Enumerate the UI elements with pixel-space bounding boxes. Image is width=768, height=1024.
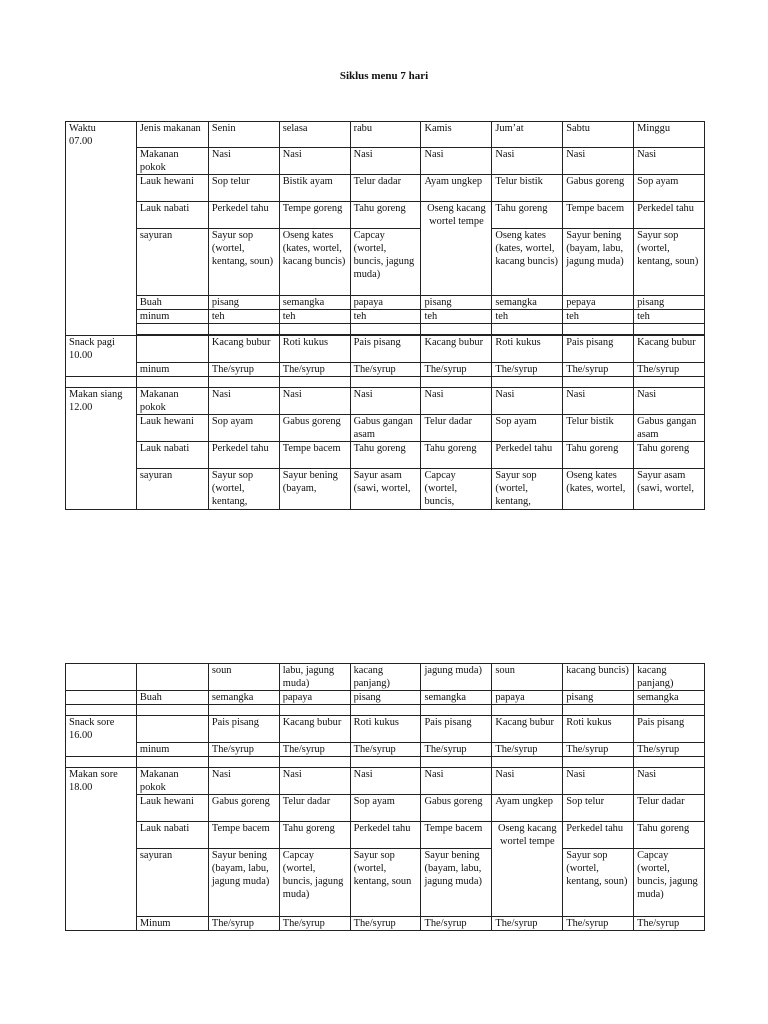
table-cell: Tahu goreng xyxy=(279,822,350,849)
table-cell: Gabus gangan asam xyxy=(350,415,421,442)
day-header: Kamis xyxy=(421,122,492,148)
table-row xyxy=(66,917,705,931)
table-cell: papaya xyxy=(350,296,421,310)
time-cell xyxy=(66,664,137,691)
table-cell: Nasi xyxy=(208,148,279,175)
table-cell: The/syrup xyxy=(634,743,705,757)
table-cell: Capcay (wortel, buncis, jagung muda) xyxy=(634,849,705,917)
table-cell: Perkedel tahu xyxy=(208,202,279,229)
table-cell: The/syrup xyxy=(208,917,279,931)
table-cell: Nasi xyxy=(634,768,705,795)
row-label: Lauk nabati xyxy=(136,822,208,849)
table-cell: Perkedel tahu xyxy=(350,822,421,849)
table-cell: Oseng kates (kates, wortel, kacang buncis) xyxy=(492,229,563,296)
table-row xyxy=(66,442,705,469)
table-cell: papaya xyxy=(279,691,350,705)
row-label: Makanan pokok xyxy=(136,388,208,415)
table-cell: labu, jagung muda) xyxy=(279,664,350,691)
table-cell: Kacang bubur xyxy=(634,336,705,363)
row-label: minum xyxy=(136,363,208,377)
document-title: Siklus menu 7 hari xyxy=(339,70,429,82)
table-row xyxy=(66,296,705,310)
row-label: sayuran xyxy=(136,849,208,917)
table-cell: Bistik ayam xyxy=(279,175,350,202)
empty-row xyxy=(66,757,705,768)
day-header: Jum’at xyxy=(492,122,563,148)
table-cell: semangka xyxy=(279,296,350,310)
table-row xyxy=(66,795,705,822)
table-cell: Gabus goreng xyxy=(279,415,350,442)
table-cell: Sayur bening (bayam, labu, jagung muda) xyxy=(208,849,279,917)
table-cell: Tempe bacem xyxy=(279,442,350,469)
table-cell: teh xyxy=(421,310,492,324)
table-cell: pisang xyxy=(563,691,634,705)
table-cell: Kacang bubur xyxy=(279,716,350,743)
table-cell: Kacang bubur xyxy=(208,336,279,363)
table-cell: pisang xyxy=(350,691,421,705)
table-cell: Gabus goreng xyxy=(421,795,492,822)
table-row xyxy=(66,175,705,202)
table-cell: The/syrup xyxy=(208,363,279,377)
table-cell: Capcay (wortel, buncis, jagung muda) xyxy=(350,229,421,296)
day-header: Senin xyxy=(208,122,279,148)
table-cell: The/syrup xyxy=(563,743,634,757)
table-cell: Sop ayam xyxy=(350,795,421,822)
table-cell: Tahu goreng xyxy=(350,442,421,469)
table-cell: The/syrup xyxy=(563,363,634,377)
row-label: Lauk nabati xyxy=(136,202,208,229)
table-cell: Ayam ungkep xyxy=(492,795,563,822)
table-cell: Capcay (wortel, buncis, jagung muda) xyxy=(279,849,350,917)
table-cell: kacang buncis) xyxy=(563,664,634,691)
row-label: minum xyxy=(136,310,208,324)
table-cell: Tempe bacem xyxy=(563,202,634,229)
table-header-row xyxy=(66,122,705,148)
row-label: Makanan pokok xyxy=(136,148,208,175)
table-cell: Sayur sop (wortel, kentang, soun) xyxy=(563,849,634,917)
table-cell: Perkedel tahu xyxy=(208,442,279,469)
table-cell: Pais pisang xyxy=(350,336,421,363)
row-label xyxy=(136,664,208,691)
table-cell: semangka xyxy=(634,691,705,705)
table-cell: pepaya xyxy=(563,296,634,310)
table-cell: The/syrup xyxy=(350,917,421,931)
table-cell: Tahu goreng xyxy=(492,202,563,229)
table-cell: kacang panjang) xyxy=(634,664,705,691)
time-cell xyxy=(66,691,137,705)
table-cell: Roti kukus xyxy=(350,716,421,743)
table-cell: pisang xyxy=(634,296,705,310)
table-row xyxy=(66,849,705,917)
table-cell: The/syrup xyxy=(634,917,705,931)
table-cell: Tahu goreng xyxy=(634,822,705,849)
table-cell: Nasi xyxy=(492,148,563,175)
table-row xyxy=(66,716,705,743)
table-cell: teh xyxy=(279,310,350,324)
table-cell: Gabus goreng xyxy=(208,795,279,822)
table-cell: Perkedel tahu xyxy=(492,442,563,469)
row-label: sayuran xyxy=(136,229,208,296)
table-cell: Telur dadar xyxy=(350,175,421,202)
table-cell: The/syrup xyxy=(421,917,492,931)
table-cell: Nasi xyxy=(350,148,421,175)
table-cell: Sayur bening (bayam, xyxy=(279,469,350,510)
table-row xyxy=(66,336,705,363)
table-cell: Nasi xyxy=(279,148,350,175)
merged-cell: Oseng kacang wortel tempe xyxy=(421,202,492,296)
table-row xyxy=(66,691,705,705)
table-cell: teh xyxy=(492,310,563,324)
table-cell: Telur dadar xyxy=(279,795,350,822)
table-cell: Tahu goreng xyxy=(634,442,705,469)
table-cell: pisang xyxy=(208,296,279,310)
table-cell: semangka xyxy=(208,691,279,705)
empty-row xyxy=(66,705,705,716)
row-label xyxy=(136,336,208,363)
table-cell: Tahu goreng xyxy=(421,442,492,469)
table-cell: Kacang bubur xyxy=(492,716,563,743)
row-label xyxy=(136,716,208,743)
table-cell: soun xyxy=(208,664,279,691)
day-header: selasa xyxy=(279,122,350,148)
table-row xyxy=(66,202,705,229)
table-cell: Pais pisang xyxy=(421,716,492,743)
day-header: rabu xyxy=(350,122,421,148)
table-cell: Telur dadar xyxy=(634,795,705,822)
table-cell: Sop telur xyxy=(563,795,634,822)
table-cell: Nasi xyxy=(208,388,279,415)
row-label: Buah xyxy=(136,296,208,310)
table-cell: Sayur sop (wortel, kentang, soun xyxy=(350,849,421,917)
table-cell: Nasi xyxy=(279,768,350,795)
table-cell: The/syrup xyxy=(563,917,634,931)
table-cell: Pais pisang xyxy=(563,336,634,363)
row-label: Lauk hewani xyxy=(136,175,208,202)
table-cell: Tahu goreng xyxy=(563,442,634,469)
row-label: Minum xyxy=(136,917,208,931)
table-cell: Gabus goreng xyxy=(563,175,634,202)
table-cell: Tahu goreng xyxy=(350,202,421,229)
table-cell: Sayur asam (sawi, wortel, xyxy=(634,469,705,510)
table-cell: teh xyxy=(350,310,421,324)
table-cell: Sayur sop (wortel, kentang, xyxy=(208,469,279,510)
day-header: Minggu xyxy=(634,122,705,148)
table-cell: Nasi xyxy=(492,388,563,415)
table-cell: Nasi xyxy=(563,768,634,795)
table-cell: The/syrup xyxy=(279,743,350,757)
table-cell: The/syrup xyxy=(421,743,492,757)
empty-row xyxy=(66,377,705,388)
table-cell: Roti kukus xyxy=(279,336,350,363)
table-cell: semangka xyxy=(492,296,563,310)
table-cell: The/syrup xyxy=(492,363,563,377)
table-cell: Sayur bening (bayam, labu, jagung muda) xyxy=(563,229,634,296)
table-cell: The/syrup xyxy=(208,743,279,757)
table-row xyxy=(66,743,705,757)
table-cell: Nasi xyxy=(350,768,421,795)
table-cell: Sop ayam xyxy=(208,415,279,442)
table-cell: Sayur bening (bayam, labu, jagung muda) xyxy=(421,849,492,917)
table-cell: Telur bistik xyxy=(492,175,563,202)
table-cell: The/syrup xyxy=(492,917,563,931)
table-cell: Pais pisang xyxy=(634,716,705,743)
table-row xyxy=(66,310,705,324)
table-cell: papaya xyxy=(492,691,563,705)
table-cell: Kacang bubur xyxy=(421,336,492,363)
table-cell: soun xyxy=(492,664,563,691)
table-cell: Roti kukus xyxy=(492,336,563,363)
table-cell: Nasi xyxy=(421,388,492,415)
table-cell: teh xyxy=(563,310,634,324)
day-header: Sabtu xyxy=(563,122,634,148)
empty-row xyxy=(66,324,705,335)
table-cell: Nasi xyxy=(563,148,634,175)
table-row xyxy=(66,822,705,849)
table-cell: Telur dadar xyxy=(421,415,492,442)
table-cell: Tempe bacem xyxy=(421,822,492,849)
time-cell: Snack pagi 10.00 xyxy=(66,336,137,377)
table-row xyxy=(66,415,705,442)
table-cell: Oseng kates (kates, wortel, kacang buncis) xyxy=(279,229,350,296)
time-cell: Makan siang 12.00 xyxy=(66,388,137,510)
table-cell: Nasi xyxy=(279,388,350,415)
row-label: Lauk hewani xyxy=(136,795,208,822)
table-cell: Perkedel tahu xyxy=(634,202,705,229)
header-cell: Jenis makanan xyxy=(136,122,208,148)
table-cell: The/syrup xyxy=(492,743,563,757)
table-cell: The/syrup xyxy=(634,363,705,377)
table-cell: Ayam ungkep xyxy=(421,175,492,202)
row-label: Buah xyxy=(136,691,208,705)
table-row xyxy=(66,768,705,795)
time-cell: Makan sore 18.00 xyxy=(66,768,137,931)
table-cell: teh xyxy=(634,310,705,324)
table-row xyxy=(66,229,705,296)
table-cell: kacang panjang) xyxy=(350,664,421,691)
table-cell: Nasi xyxy=(634,388,705,415)
time-cell: Waktu 07.00 xyxy=(66,122,137,336)
table-cell: The/syrup xyxy=(350,743,421,757)
table-cell: Telur bistik xyxy=(563,415,634,442)
table-cell: Sayur asam (sawi, wortel, xyxy=(350,469,421,510)
table-cell: Perkedel tahu xyxy=(563,822,634,849)
table-row xyxy=(66,148,705,175)
table-cell: Nasi xyxy=(634,148,705,175)
table-cell: Sayur sop (wortel, kentang, soun) xyxy=(208,229,279,296)
merged-cell: Oseng kacang wortel tempe xyxy=(492,822,563,917)
row-label: sayuran xyxy=(136,469,208,510)
table-cell: Tempe bacem xyxy=(208,822,279,849)
table-cell: Roti kukus xyxy=(563,716,634,743)
row-label: Makanan pokok xyxy=(136,768,208,795)
row-label: Lauk hewani xyxy=(136,415,208,442)
table-cell: semangka xyxy=(421,691,492,705)
table-cell: The/syrup xyxy=(421,363,492,377)
table-cell: Sop ayam xyxy=(492,415,563,442)
row-label: minum xyxy=(136,743,208,757)
table-cell: Sayur sop (wortel, kentang, xyxy=(492,469,563,510)
table-row xyxy=(66,664,705,691)
table-cell: Sop ayam xyxy=(634,175,705,202)
menu-table-page-1 xyxy=(65,121,705,510)
table-cell: Gabus gangan asam xyxy=(634,415,705,442)
table-cell: Sayur sop (wortel, kentang, soun) xyxy=(634,229,705,296)
table-cell: pisang xyxy=(421,296,492,310)
table-row xyxy=(66,388,705,415)
table-cell: Nasi xyxy=(421,768,492,795)
table-cell: teh xyxy=(208,310,279,324)
table-cell: Sop telur xyxy=(208,175,279,202)
table-cell: Nasi xyxy=(492,768,563,795)
menu-table-page-2 xyxy=(65,663,705,931)
table-cell: Nasi xyxy=(421,148,492,175)
table-cell: Nasi xyxy=(208,768,279,795)
table-cell: jagung muda) xyxy=(421,664,492,691)
time-cell: Snack sore 16.00 xyxy=(66,716,137,757)
table-cell: Nasi xyxy=(350,388,421,415)
table-cell: Capcay (wortel, buncis, xyxy=(421,469,492,510)
table-row xyxy=(66,469,705,510)
table-cell: Tempe goreng xyxy=(279,202,350,229)
table-cell: The/syrup xyxy=(279,917,350,931)
table-cell: The/syrup xyxy=(350,363,421,377)
table-cell: Nasi xyxy=(563,388,634,415)
table-cell: The/syrup xyxy=(279,363,350,377)
table-cell: Pais pisang xyxy=(208,716,279,743)
table-cell: Oseng kates (kates, wortel, xyxy=(563,469,634,510)
table-row xyxy=(66,363,705,377)
row-label: Lauk nabati xyxy=(136,442,208,469)
